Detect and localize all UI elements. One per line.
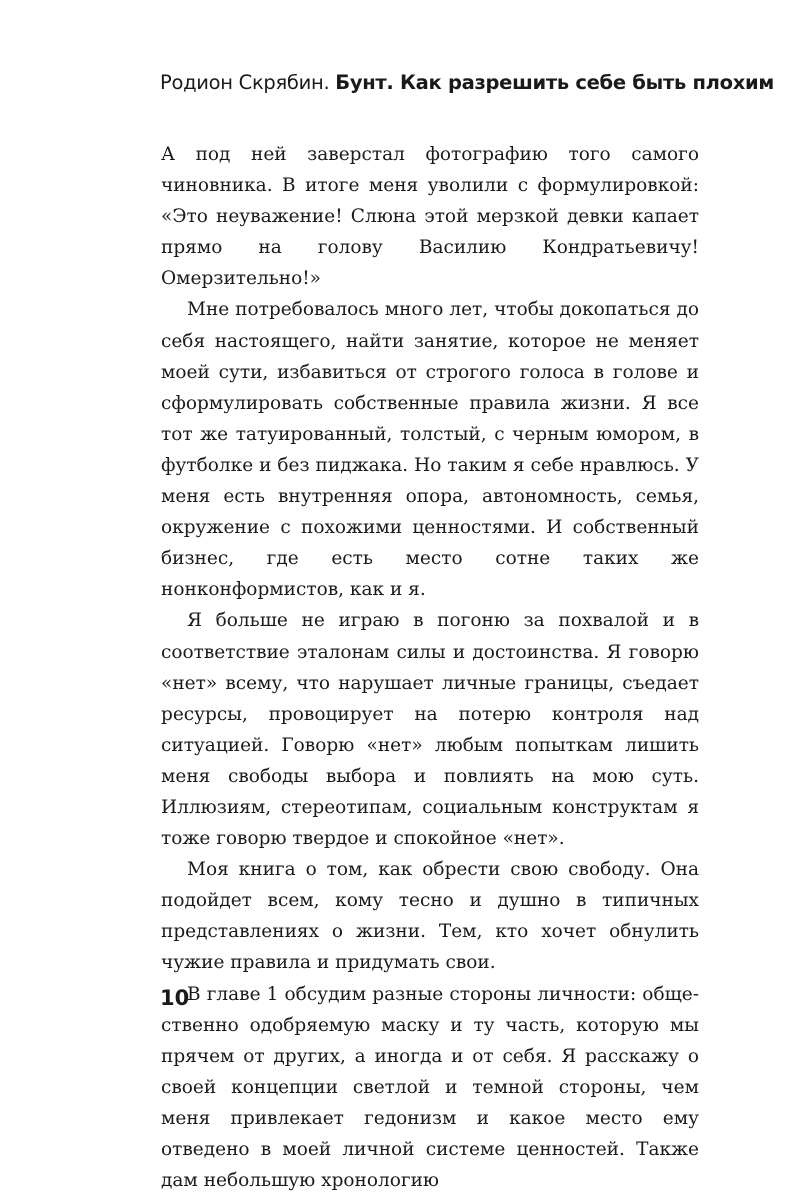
paragraph-1: А под ней заверстал фотографию того самого чиновника. В итоге меня уволили с формулировкой: «Это неуважение! Слюна этой мерзкой девки капает прямо на голову Василию Кондратьевичу! Омерзительно!» [161, 144, 699, 290]
running-header [160, 70, 774, 96]
paragraph-5: В главе 1 обсудим разные стороны личности: общественно одобряемую маску и ту часть, которую мы прячем от других, а иногда и от себя. Я расскажу о своей концепции светлой и темной стороны, чем меня привлекает гедонизм и какое место ему отведено в моей личной системе ценностей. Также дам небольшую хронологию [161, 983, 699, 1192]
page-number: 10 [160, 986, 190, 1010]
paragraph-2: Мне потребовалось много лет, чтобы докопаться до себя настоящего, найти занятие, которое не меняет моей сути, избавиться от строгого голоса в голове и сформулировать собственные правила жизни. Я все тот же татуированный, толстый, с черным юмором, в футболке и без пиджака. Но таким я себе нравлюсь. У меня есть внутренняя опора, автономность, семья, окружение с похожими ценностями. И собственный бизнес, где есть место сотне таких же нонконформистов, как и я. [161, 299, 699, 601]
paragraph-3: Я больше не играю в погоню за похвалой и в соответствие эталонам силы и достоинства. Я говорю «нет» всему, что нарушает личные границы, съедает ресурсы, провоцирует на потерю контроля над ситуацией. Говорю «нет» любым попыткам лишить меня свободы выбора и повлиять на мою суть. Иллюзиям, стереотипам, социальным конструктам я тоже говорю твердое и спокойное «нет». [161, 610, 699, 850]
paragraph-4: Моя книга о том, как обрести свою свободу. Она подойдет всем, кому тесно и душно в типичных представлениях о жизни. Тем, кто хочет обнулить чужие правила и придумать свои. [161, 859, 699, 974]
header-book-title: Бунт. Как разрешить себе быть плохим [335, 71, 774, 94]
body-text [161, 139, 699, 1196]
header-author: Родион Скрябин. [160, 71, 330, 94]
